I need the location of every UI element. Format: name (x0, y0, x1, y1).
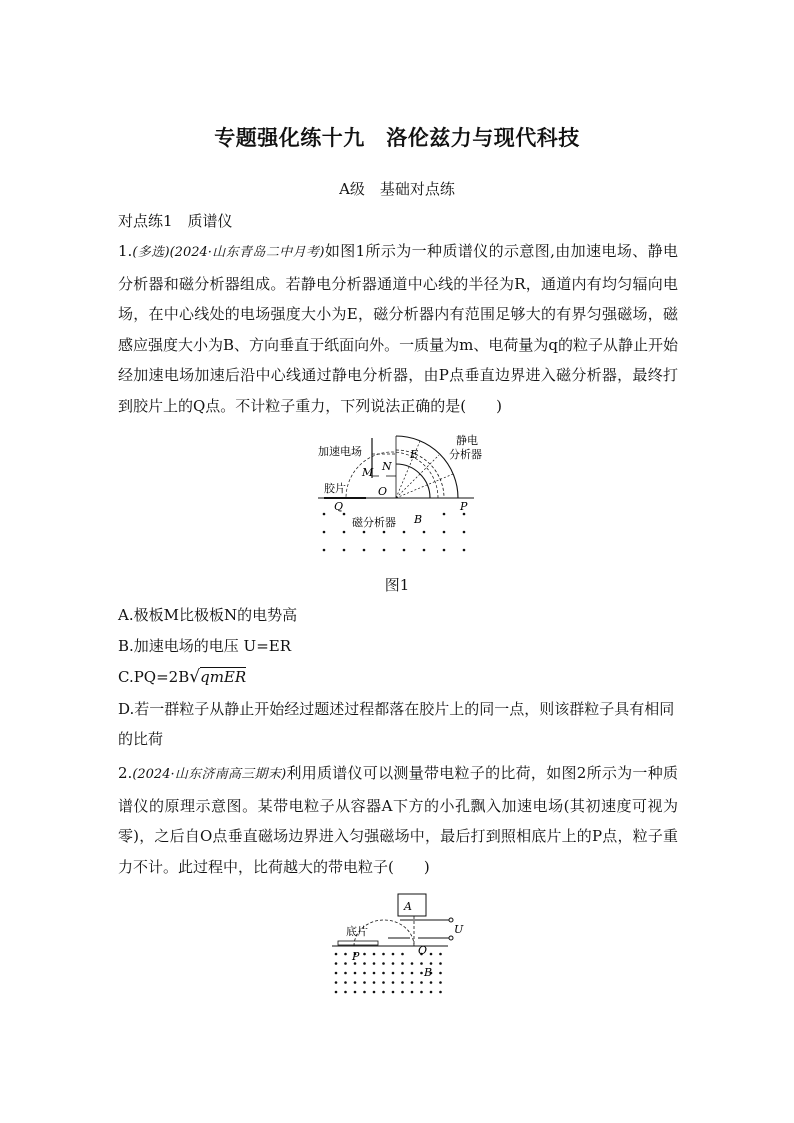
field-dot (382, 953, 385, 956)
question-2-text: 利用质谱仪可以测量带电粒子的比荷，如图2所示为一种质谱仪的原理示意图。某带电粒子从容器A下方的小孔飘入加速电场(其初速度可视为零)，之后自O点垂直磁场边界进入匀强磁场中，最后打到照相底片上的P点，粒子重力不计。此过程中，比荷越大的带电粒子( ) (118, 764, 678, 876)
field-dot (382, 962, 385, 965)
field-dot (363, 953, 366, 956)
field-dot (401, 981, 404, 984)
field-dot (411, 962, 414, 965)
field-dot (335, 991, 338, 994)
field-dot (392, 981, 395, 984)
question-2-number: 2. (118, 764, 133, 782)
field-dot (382, 991, 385, 994)
field-dot (439, 962, 442, 965)
fig1-label-Q: Q (334, 500, 344, 513)
field-dot (420, 981, 423, 984)
option-c-radicand: qmER (200, 668, 247, 686)
field-dot (344, 981, 347, 984)
section-heading: 对点练1 质谱仪 (118, 212, 233, 230)
field-dot (335, 962, 338, 965)
field-dot (439, 972, 442, 975)
fig2-label-A: A (404, 900, 412, 913)
option-c-prefix: C.PQ=2B (118, 668, 190, 686)
field-dot (401, 972, 404, 975)
field-dot (420, 972, 423, 975)
field-dot (373, 962, 376, 965)
fig2-label-film: 底片 (346, 925, 368, 938)
field-dot (335, 972, 338, 975)
fig2-label-P: P (352, 950, 360, 963)
field-dot (430, 981, 433, 984)
field-dot (363, 972, 366, 975)
question-1 (118, 236, 678, 421)
field-dot (382, 972, 385, 975)
question-1-number: 1. (118, 242, 133, 260)
question-1-source: (多选)(2024·山东青岛二中月考) (132, 245, 325, 260)
field-dot (392, 962, 395, 965)
option-a: A.极板M比极板N的电势高 (118, 606, 298, 624)
fig1-label-accel: 加速电场 (318, 445, 362, 458)
field-dot (344, 953, 347, 956)
field-dot (373, 972, 376, 975)
field-dot (420, 991, 423, 994)
fig2-label-U: U (454, 923, 464, 936)
field-dot (430, 953, 433, 956)
field-dot (430, 991, 433, 994)
field-dot (344, 972, 347, 975)
field-dot (363, 962, 366, 965)
field-dot (420, 962, 423, 965)
field-dot (411, 981, 414, 984)
option-d: D.若一群粒子从静止开始经过题述过程都落在胶片上的同一点，则该群粒子具有相同的比荷 (118, 700, 675, 748)
field-dot (401, 962, 404, 965)
fig1-label-static-2: 分析器 (449, 448, 482, 461)
field-dot (401, 991, 404, 994)
fig1-label-P: P (460, 500, 468, 513)
field-dot (439, 991, 442, 994)
question-1-text: 如图1所示为一种质谱仪的示意图,由加速电场、静电分析器和磁分析器组成。若静电分析器通道中心线的半径为R，通道内有均匀辐向电场，在中心线处的电场强度大小为E，磁分析器内有范围足够大的有界匀强磁场，磁感应强度大小为B、方向垂直于纸面向外。一质量为m、电荷量为q的粒子从静止开始经加速电场加速后沿中心线通过静电分析器，由P点垂直边界进入磁分析器，最终打到胶片上的Q点。不计粒子重力，下列说法正确的是( ) (118, 242, 678, 415)
field-dot (373, 981, 376, 984)
field-dot (363, 981, 366, 984)
question-2-source: (2024·山东济南高三期末) (132, 767, 287, 782)
option-b: B.加速电场的电压 U=ER (118, 637, 292, 655)
sqrt-symbol: √ (189, 667, 201, 687)
fig2-label-O: O (418, 944, 428, 957)
field-dot (411, 972, 414, 975)
fig1-label-E: E (410, 448, 419, 461)
field-dot (335, 981, 338, 984)
field-dot (382, 981, 385, 984)
field-dot (411, 991, 414, 994)
field-dot (344, 962, 347, 965)
field-dot (363, 991, 366, 994)
field-dot (392, 991, 395, 994)
fig1-label-static-1: 静电 (456, 434, 478, 447)
fig1-label-N: N (382, 460, 392, 473)
field-dot (344, 991, 347, 994)
field-dot (335, 953, 338, 956)
field-dot (439, 953, 442, 956)
page-title: 专题强化练十九 洛伦兹力与现代科技 (214, 126, 580, 150)
field-dot (439, 981, 442, 984)
fig1-label-M: M (362, 466, 374, 479)
field-dot (354, 981, 357, 984)
fig1-label-film: 胶片 (324, 482, 346, 495)
field-dot (354, 991, 357, 994)
field-dot (373, 953, 376, 956)
fig1-label-mag: 磁分析器 (352, 516, 396, 529)
figure-1-caption: 图1 (384, 576, 410, 594)
field-dot (373, 991, 376, 994)
question-2 (118, 758, 678, 882)
figure-1-mass-spectrometer (314, 428, 494, 558)
option-c (118, 662, 678, 692)
field-dot (354, 972, 357, 975)
field-dot (392, 972, 395, 975)
field-dot (392, 953, 395, 956)
figure-2-mass-spectrometer (330, 890, 470, 1000)
field-dot (401, 953, 404, 956)
level-heading: A级 基础对点练 (339, 180, 455, 198)
fig1-label-B: B (414, 513, 423, 526)
fig2-label-B: B (424, 966, 433, 979)
field-dot (430, 962, 433, 965)
fig1-label-O: O (378, 485, 388, 498)
